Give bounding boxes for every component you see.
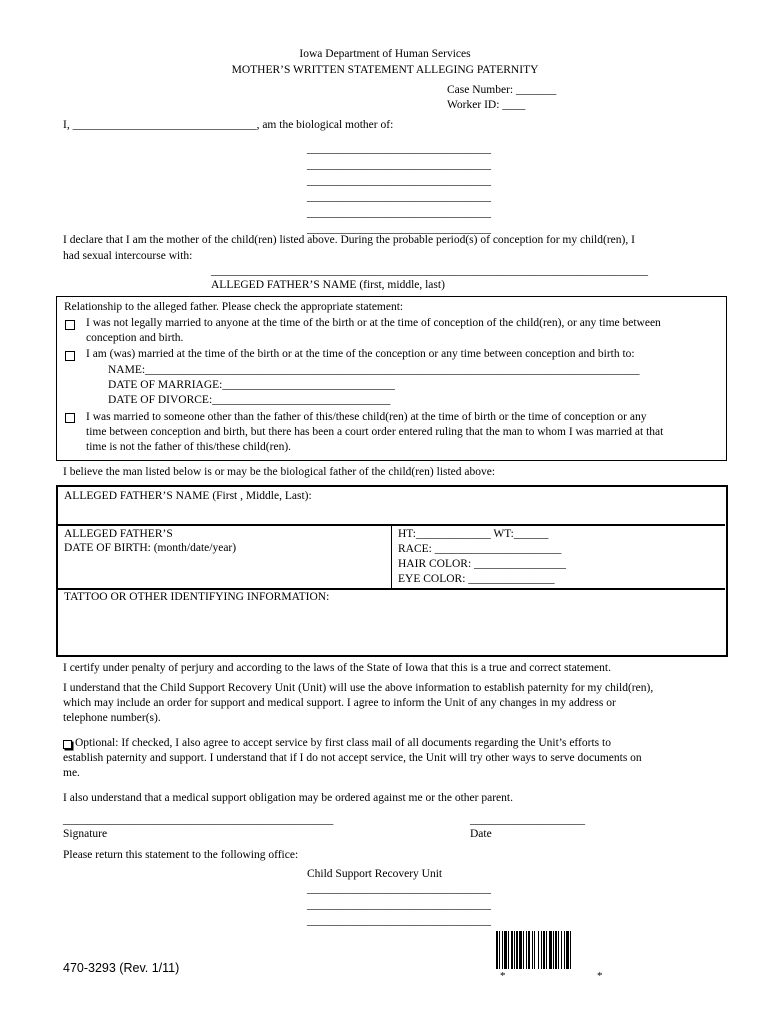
- relationship-heading: Relationship to the alleged father. Please check the appropriate statement:: [64, 301, 404, 313]
- child-line[interactable]: ________________________________: [307, 143, 491, 155]
- child-line[interactable]: ________________________________: [307, 191, 491, 203]
- signature-line[interactable]: _______________________________________________: [63, 814, 334, 826]
- medical-statement: I also understand that a medical support obligation may be ordered against me or the other parent.: [63, 792, 513, 804]
- race-field[interactable]: RACE: ______________________: [398, 543, 562, 555]
- signature-label: Signature: [63, 828, 108, 840]
- spouse-name-field[interactable]: NAME:______________________________________________________________________________________: [108, 364, 640, 376]
- option-court-order-line-1: I was married to someone other than the father of this/these child(ren) at the time of birth or the time of conception or any: [86, 411, 647, 423]
- date-line[interactable]: ____________________: [470, 814, 585, 826]
- tattoo-label: TATTOO OR OTHER IDENTIFYING INFORMATION:: [64, 591, 330, 603]
- understand-line-2: which may include an order for support and medical support. I agree to inform the Unit of any changes in my address or: [63, 697, 616, 709]
- date-of-marriage-field[interactable]: DATE OF MARRIAGE:______________________________: [108, 379, 395, 391]
- case-number[interactable]: Case Number: _______: [447, 84, 557, 96]
- perjury-statement: I certify under penalty of perjury and according to the laws of the State of Iowa that this is a true and correct statement.: [63, 662, 611, 674]
- option-court-order-line-3: time is not the father of this/these child(ren).: [86, 441, 292, 453]
- option-court-order-line-2: time between conception and birth, but there has been a court order entered ruling that the man to whom I was married at that: [86, 426, 664, 438]
- date-of-divorce-field[interactable]: DATE OF DIVORCE:_______________________________: [108, 394, 391, 406]
- father-name-caption: ALLEGED FATHER’S NAME (first, middle, last): [211, 279, 445, 291]
- worker-id[interactable]: Worker ID: ____: [447, 99, 526, 111]
- child-line[interactable]: ________________________________: [307, 159, 491, 171]
- declaration-line-2: had sexual intercourse with:: [63, 250, 193, 262]
- barcode-star-right: *: [597, 970, 603, 982]
- barcode-star-left: *: [500, 970, 506, 982]
- checkbox-optional-service[interactable]: [63, 740, 72, 749]
- checkbox-court-order[interactable]: [65, 413, 75, 423]
- barcode-icon: [494, 931, 609, 983]
- table-column-divider: [391, 525, 392, 588]
- optional-line-1: Optional: If checked, I also agree to accept service by first class mail of all documents regarding the Unit’s efforts to: [75, 737, 611, 749]
- father-name-label: ALLEGED FATHER’S NAME (First , Middle, Last):: [64, 490, 312, 502]
- date-label: Date: [470, 828, 492, 840]
- believe-statement: I believe the man listed below is or may be the biological father of the child(ren) listed above:: [63, 466, 496, 478]
- agency-name: Iowa Department of Human Services: [299, 48, 471, 60]
- office-address-line[interactable]: ________________________________: [307, 899, 491, 911]
- form-title: MOTHER’S WRITTEN STATEMENT ALLEGING PATERNITY: [231, 64, 539, 76]
- child-line[interactable]: ________________________________: [307, 207, 491, 219]
- child-line[interactable]: ________________________________: [307, 223, 491, 235]
- option-not-married-line-1: I was not legally married to anyone at the time of the birth or at the time of conception of the child(ren), or any time between: [86, 317, 661, 329]
- optional-line-2: establish paternity and support. I understand that if I do not accept service, the Unit will try other ways to serve documents on: [63, 752, 642, 764]
- office-address-line[interactable]: ________________________________: [307, 883, 491, 895]
- checkbox-not-married[interactable]: [65, 320, 75, 330]
- mother-name-line[interactable]: I, ________________________________, am the biological mother of:: [63, 119, 394, 131]
- father-dob-label-1: ALLEGED FATHER’S: [64, 528, 173, 540]
- office-name: Child Support Recovery Unit: [307, 868, 443, 880]
- option-married: I am (was) married at the time of the birth or at the time of the conception or any time between conception and birth to:: [86, 348, 635, 360]
- understand-line-1: I understand that the Child Support Recovery Unit (Unit) will use the above information to establish paternity for my child(ren),: [63, 682, 654, 694]
- office-address-line[interactable]: ________________________________: [307, 915, 491, 927]
- eye-color-field[interactable]: EYE COLOR: _______________: [398, 573, 555, 585]
- hair-color-field[interactable]: HAIR COLOR: ________________: [398, 558, 567, 570]
- option-not-married-line-2: conception and birth.: [86, 332, 184, 344]
- height-weight-field[interactable]: HT:_____________ WT:______: [398, 528, 549, 540]
- father-info-table: [56, 485, 728, 657]
- father-dob-label-2: DATE OF BIRTH: (month/date/year): [64, 542, 237, 554]
- declaration-line-1: I declare that I am the mother of the child(ren) listed above. During the probable period(s) of conception for my child(ren), I: [63, 234, 635, 246]
- child-line[interactable]: ________________________________: [307, 175, 491, 187]
- understand-line-3: telephone number(s).: [63, 712, 161, 724]
- table-divider: [57, 588, 725, 590]
- return-instructions: Please return this statement to the following office:: [63, 849, 299, 861]
- optional-line-3: me.: [63, 767, 80, 779]
- father-name-blank[interactable]: ____________________________________________________________________________: [211, 265, 648, 277]
- checkbox-married[interactable]: [65, 351, 75, 361]
- form-number: 470-3293 (Rev. 1/11): [63, 961, 180, 975]
